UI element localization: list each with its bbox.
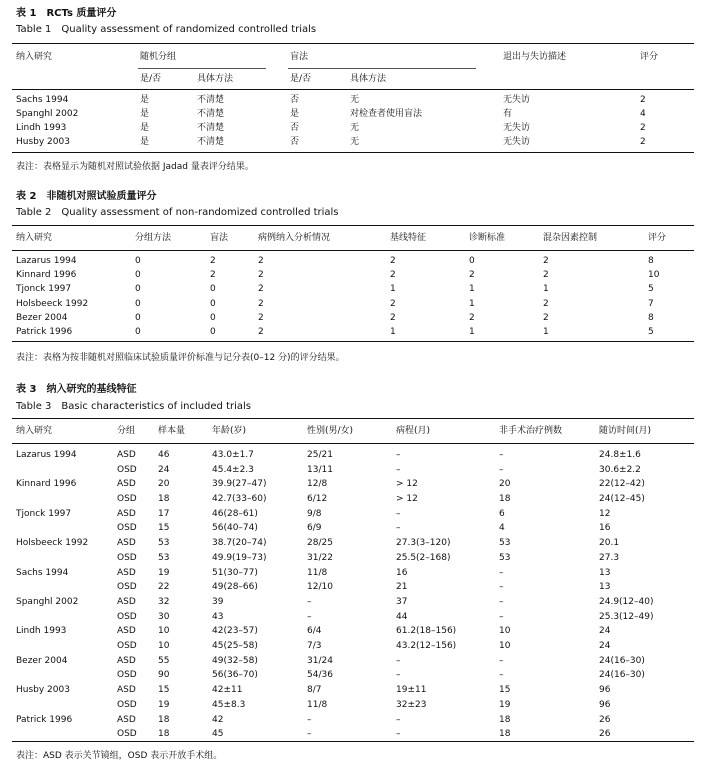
table3-cell: 56(40–74): [212, 523, 258, 534]
table3-cell: 39.9(27–47): [212, 479, 267, 490]
table2-cell: 8: [648, 256, 654, 266]
table3-cell: 19±11: [396, 685, 427, 696]
table2-cell: 2: [543, 256, 549, 266]
table3-header-cell: 非手术治疗例数: [499, 426, 563, 436]
table3-cell: 15: [499, 685, 511, 696]
table3-cell: 12/10: [307, 582, 333, 593]
table3-header-cell: 分组: [117, 426, 136, 436]
table2-cell: 2: [210, 270, 216, 281]
table3-cell: 19: [158, 567, 170, 578]
table3-cell: 45±8.3: [212, 699, 246, 710]
table2-cell: 0: [210, 298, 216, 309]
table3-cell: 45: [212, 729, 224, 740]
table3-cell: 24.8±1.6: [599, 450, 641, 460]
header-score: 评分: [640, 52, 659, 62]
table1-cell-r_m: 不清楚: [197, 95, 225, 105]
table3-cell: –: [499, 670, 504, 681]
table3-header-cell: 纳入研究: [16, 426, 53, 436]
table3-cell: ASD: [117, 538, 136, 549]
table3-cell: –: [396, 714, 401, 725]
table3-cell: –: [307, 714, 312, 725]
table2-cell: 2: [390, 312, 396, 323]
table3-cell: 20.1: [599, 538, 620, 549]
table3-cell: Husby 2003: [16, 685, 70, 696]
table3-cell: 24(16–30): [599, 670, 645, 681]
table3-cell: 18: [499, 729, 511, 740]
table3-cell: 6/12: [307, 494, 328, 504]
table3-cell: 13: [599, 582, 611, 593]
table2-header-cell: 病例纳入分析情况: [258, 233, 331, 243]
table1-cell-study: Spanghl 2002: [16, 109, 79, 119]
table2-cell: 2: [469, 270, 475, 281]
table3-bottom-rule: [12, 741, 694, 742]
table3-cell: 96: [599, 685, 611, 696]
table3-cell: 21: [396, 582, 408, 593]
table2-header-cell: 盲法: [210, 233, 229, 243]
table3-cell: –: [396, 655, 401, 666]
table3-cell: ASD: [117, 450, 136, 460]
table3-cell: 15: [158, 523, 170, 534]
table3-cell: –: [499, 611, 504, 622]
table3-cell: 90: [158, 670, 170, 681]
table3-cell: OSD: [117, 552, 137, 563]
table3-cell: OSD: [117, 699, 137, 710]
table3-cell: 38.7(20–74): [212, 538, 267, 549]
table3-cell: –: [396, 508, 401, 519]
table3-cell: 19: [499, 699, 511, 710]
table3-cell: ASD: [117, 567, 136, 578]
table1-cell-w: 无失访: [503, 137, 531, 147]
table3-cell: –: [307, 729, 312, 740]
table1-caption-cn: 表 1 RCTs 质量评分: [16, 8, 117, 19]
table3-cell: 42: [212, 714, 224, 725]
table3-cell: 45(25–58): [212, 641, 258, 651]
table3-cell: > 12: [396, 494, 418, 504]
table3-cell: ASD: [117, 685, 136, 696]
table3-cell: 32: [158, 597, 170, 607]
table3-cell: 25.5(2–168): [396, 552, 451, 563]
table3-cell: –: [499, 450, 504, 460]
table3-cell: 10: [499, 626, 511, 637]
table3-cell: –: [499, 567, 504, 578]
table2-cell: 2: [543, 298, 549, 309]
table3-cell: ASD: [117, 479, 136, 490]
table3-cell: –: [499, 464, 504, 475]
table3-cell: ASD: [117, 655, 136, 666]
table3-cell: 49(32–58): [212, 655, 258, 666]
table3-cell: 56(36–70): [212, 670, 258, 681]
header-blind: 盲法: [290, 52, 309, 62]
table1-note: 表注：表格显示为随机对照试验依据 Jadad 量表评分结果。: [16, 162, 254, 172]
table3-cell: 46: [158, 450, 170, 460]
table1-cell-s: 2: [640, 95, 646, 105]
table1-cell-r_m: 不清楚: [197, 109, 225, 119]
table2-cell: 2: [469, 312, 475, 323]
table2-cell: Patrick 1996: [16, 327, 73, 337]
table3-top-rule: [12, 418, 694, 419]
table3-cell: 54/36: [307, 670, 333, 681]
table3-cell: 17: [158, 508, 170, 519]
table3-cell: ASD: [117, 508, 136, 519]
table3-cell: 24: [599, 641, 611, 651]
table1-cell-w: 无失访: [503, 123, 531, 133]
table3-cell: 25/21: [307, 450, 333, 460]
table3-cell: –: [396, 464, 401, 475]
table1-caption-en: Table 1 Quality assessment of randomized controlled trials: [16, 24, 317, 35]
table3-cell: 20: [158, 479, 170, 490]
table1-cell-s: 2: [640, 123, 646, 133]
table1-cell-b_m: 无: [350, 137, 360, 147]
table3-cell: 37: [396, 597, 408, 607]
table3-cell: 27.3: [599, 552, 620, 563]
table2-cell: 2: [258, 270, 264, 281]
table3-cell: 26: [599, 729, 611, 740]
table2-cell: 8: [648, 312, 654, 323]
table3-cell: –: [307, 597, 312, 607]
table3-cell: 53: [158, 552, 170, 563]
table3-cell: –: [499, 655, 504, 666]
table3-cell: 43: [212, 611, 224, 622]
table3-cell: 7/3: [307, 641, 322, 651]
blind-subrule: [288, 68, 476, 69]
table2-cell: Bezer 2004: [16, 312, 68, 323]
table3-cell: 42(23–57): [212, 626, 258, 637]
table3-cell: 32±23: [396, 699, 427, 710]
table2-cell: 0: [135, 298, 141, 309]
table1-cell-b_m: 无: [350, 95, 360, 105]
table3-cell: 12/8: [307, 479, 328, 490]
table2-cell: 0: [135, 284, 141, 295]
table2-cell: 0: [135, 270, 141, 281]
table3-cell: 53: [158, 538, 170, 549]
table3-cell: 11/8: [307, 567, 328, 578]
table3-cell: 61.2(18–156): [396, 626, 457, 637]
table3-cell: 30.6±2.2: [599, 464, 641, 475]
table3-cell: 42±11: [212, 685, 243, 696]
table1-top-rule: [12, 43, 694, 44]
table2-cell: 0: [135, 327, 141, 337]
table1-cell-r_yn: 是: [140, 109, 150, 119]
table3-cell: –: [499, 597, 504, 607]
table3-cell: Holsbeeck 1992: [16, 538, 89, 549]
table3-cell: 24(16–30): [599, 655, 645, 666]
table3-cell: 46(28–61): [212, 508, 258, 519]
table3-cell: 45.4±2.3: [212, 464, 254, 475]
table1-cell-b_yn: 否: [290, 123, 300, 133]
table3-cell: 31/22: [307, 552, 333, 563]
table3-cell: 13: [599, 567, 611, 578]
table3-cell: Sachs 1994: [16, 567, 69, 578]
table3-cell: OSD: [117, 464, 137, 475]
header-study: 纳入研究: [16, 52, 53, 62]
table3-cell: –: [307, 611, 312, 622]
table2-cell: 1: [390, 327, 396, 337]
table1-cell-b_yn: 否: [290, 95, 300, 105]
table3-note: 表注：ASD 表示关节镜组，OSD 表示开放手术组。: [16, 751, 223, 761]
table3-cell: Kinnard 1996: [16, 479, 77, 490]
table3-cell: OSD: [117, 611, 137, 622]
table3-cell: Bezer 2004: [16, 655, 68, 666]
header-method1: 具体方法: [197, 74, 234, 84]
table3-cell: –: [499, 582, 504, 593]
header-random: 随机分组: [140, 52, 177, 62]
table1-cell-study: Husby 2003: [16, 137, 70, 147]
header-yesno1: 是/否: [140, 74, 162, 84]
table3-cell: 96: [599, 699, 611, 710]
table3-cell: 18: [499, 714, 511, 725]
table3-cell: 42.7(33–60): [212, 494, 267, 504]
table2-header-cell: 评分: [648, 233, 667, 243]
table3-cell: –: [396, 523, 401, 534]
table3-cell: 10: [158, 641, 170, 651]
table1-bottom-rule: [12, 152, 694, 153]
table3-cell: 22(12–42): [599, 479, 645, 490]
table3-cell: ASD: [117, 626, 136, 637]
table3-cell: 11/8: [307, 699, 328, 710]
table2-cell: 2: [258, 284, 264, 295]
table3-cell: OSD: [117, 523, 137, 534]
table3-cell: 6/4: [307, 626, 322, 637]
table1-header-rule: [12, 89, 694, 90]
table3-cell: 25.3(12–49): [599, 611, 654, 622]
table2-cell: 1: [469, 298, 475, 309]
table3-header-cell: 样本量: [158, 426, 186, 436]
table1-cell-b_yn: 是: [290, 109, 300, 119]
table2-cell: Tjonck 1997: [16, 284, 72, 295]
table3-cell: –: [396, 450, 401, 460]
table3-cell: Lindh 1993: [16, 626, 67, 637]
table2-cell: 5: [648, 327, 654, 337]
table3-cell: 49(28–66): [212, 582, 258, 593]
table3-cell: OSD: [117, 729, 137, 740]
table3-cell: 43.0±1.7: [212, 450, 254, 460]
table2-cell: 2: [258, 256, 264, 266]
table1-cell-s: 2: [640, 137, 646, 147]
table1-cell-r_m: 不清楚: [197, 123, 225, 133]
table3-cell: 28/25: [307, 538, 333, 549]
table2-cell: 2: [543, 270, 549, 281]
table2-cell: 1: [469, 327, 475, 337]
table2-cell: 0: [210, 312, 216, 323]
table2-cell: 1: [390, 284, 396, 295]
table2-cell: 0: [210, 284, 216, 295]
table3-cell: 44: [396, 611, 408, 622]
table3-header-cell: 年龄(岁): [212, 426, 247, 436]
table1-cell-w: 无失访: [503, 95, 531, 105]
table2-cell: 7: [648, 298, 654, 309]
table3-cell: 6: [499, 508, 505, 519]
table2-cell: Holsbeeck 1992: [16, 298, 89, 309]
table3-cell: 18: [158, 714, 170, 725]
table1-cell-r_yn: 是: [140, 95, 150, 105]
table2-cell: 0: [469, 256, 475, 266]
table3-header-cell: 性别(男/女): [307, 426, 354, 436]
table3-cell: 24(12–45): [599, 494, 645, 504]
table3-cell: 19: [158, 699, 170, 710]
table3-cell: 15: [158, 685, 170, 696]
table2-cell: 1: [469, 284, 475, 295]
table3-cell: –: [396, 670, 401, 681]
table3-cell: 53: [499, 552, 511, 563]
table1-cell-study: Sachs 1994: [16, 95, 69, 105]
table3-cell: Spanghl 2002: [16, 597, 79, 607]
table2-cell: 2: [390, 270, 396, 281]
table1-cell-r_yn: 是: [140, 123, 150, 133]
table3-cell: 12: [599, 508, 611, 519]
table2-cell: 2: [543, 312, 549, 323]
random-subrule: [138, 68, 266, 69]
table2-header-cell: 混杂因素控制: [543, 233, 598, 243]
table3-cell: ASD: [117, 597, 136, 607]
table3-cell: OSD: [117, 670, 137, 681]
table3-cell: –: [396, 729, 401, 740]
table3-cell: Tjonck 1997: [16, 508, 72, 519]
header-method2: 具体方法: [350, 74, 387, 84]
table3-cell: OSD: [117, 641, 137, 651]
table3-cell: 39: [212, 597, 224, 607]
table1-cell-study: Lindh 1993: [16, 123, 67, 133]
table3-cell: 24: [158, 464, 170, 475]
table2-cell: 1: [543, 284, 549, 295]
table2-header-cell: 分组方法: [135, 233, 172, 243]
table3-cell: 18: [158, 494, 170, 504]
table3-header-cell: 病程(月): [396, 426, 431, 436]
table3-cell: 4: [499, 523, 505, 534]
table2-cell: 0: [135, 256, 141, 266]
table3-cell: 16: [599, 523, 611, 534]
table3-cell: 10: [158, 626, 170, 637]
table1-cell-r_yn: 是: [140, 137, 150, 147]
table1-cell-r_m: 不清楚: [197, 137, 225, 147]
table3-header-rule: [12, 443, 694, 444]
table3-cell: 9/8: [307, 508, 322, 519]
table2-header-cell: 基线特征: [390, 233, 427, 243]
table2-cell: 0: [210, 327, 216, 337]
table3-cell: 53: [499, 538, 511, 549]
table1-cell-w: 有: [503, 109, 513, 119]
table3-cell: 27.3(3–120): [396, 538, 451, 549]
table1-cell-b_m: 对检查者使用盲法: [350, 109, 423, 119]
table3-cell: 49.9(19–73): [212, 552, 267, 563]
table3-cell: 18: [158, 729, 170, 740]
table1-cell-s: 4: [640, 109, 646, 119]
table2-header-cell: 纳入研究: [16, 233, 53, 243]
header-yesno2: 是/否: [290, 74, 312, 84]
table3-cell: 22: [158, 582, 170, 593]
table2-top-rule: [12, 225, 694, 226]
table2-cell: 5: [648, 284, 654, 295]
table3-cell: 51(30–77): [212, 567, 258, 578]
table2-cell: 2: [258, 312, 264, 323]
table2-cell: 2: [210, 256, 216, 266]
table3-cell: 10: [499, 641, 511, 651]
table2-cell: 2: [390, 298, 396, 309]
table2-cell: Lazarus 1994: [16, 256, 77, 266]
table3-caption-en: Table 3 Basic characteristics of included trials: [16, 401, 252, 412]
table2-cell: 0: [135, 312, 141, 323]
table3-cell: 24.9(12–40): [599, 597, 654, 607]
table3-caption-cn: 表 3 纳入研究的基线特征: [16, 384, 137, 395]
table3-cell: 13/11: [307, 464, 333, 475]
table2-caption-en: Table 2 Quality assessment of non-randomized controlled trials: [16, 207, 339, 218]
table3-cell: > 12: [396, 479, 418, 490]
table3-cell: 24: [599, 626, 611, 637]
table2-header-cell: 诊断标准: [469, 233, 506, 243]
table2-cell: 2: [258, 298, 264, 309]
table3-cell: 55: [158, 655, 170, 666]
table2-cell: 2: [258, 327, 264, 337]
table2-note: 表注：表格为按非随机对照临床试验质量评价标准与记分表(0–12 分)的评分结果。: [16, 353, 345, 363]
table2-cell: 1: [543, 327, 549, 337]
table2-bottom-rule: [12, 341, 694, 342]
table3-cell: 6/9: [307, 523, 322, 534]
table3-cell: OSD: [117, 494, 137, 504]
table3-cell: 8/7: [307, 685, 322, 696]
table3-header-cell: 随访时间(月): [599, 426, 652, 436]
table3-cell: ASD: [117, 714, 136, 725]
table2-cell: Kinnard 1996: [16, 270, 77, 281]
table3-cell: 26: [599, 714, 611, 725]
table3-cell: Patrick 1996: [16, 714, 73, 725]
table2-header-rule: [12, 250, 694, 251]
header-withdrawal: 退出与失访描述: [503, 52, 567, 62]
table2-caption-cn: 表 2 非随机对照试验质量评分: [16, 191, 157, 202]
table3-cell: 43.2(12–156): [396, 641, 457, 651]
table3-cell: Lazarus 1994: [16, 450, 77, 460]
table3-cell: 30: [158, 611, 170, 622]
table3-cell: 18: [499, 494, 511, 504]
table2-cell: 10: [648, 270, 660, 281]
table2-cell: 2: [390, 256, 396, 266]
table3-cell: 31/24: [307, 655, 333, 666]
table3-cell: 16: [396, 567, 408, 578]
table1-cell-b_yn: 否: [290, 137, 300, 147]
table3-cell: OSD: [117, 582, 137, 593]
table1-cell-b_m: 无: [350, 123, 360, 133]
table3-cell: 20: [499, 479, 511, 490]
